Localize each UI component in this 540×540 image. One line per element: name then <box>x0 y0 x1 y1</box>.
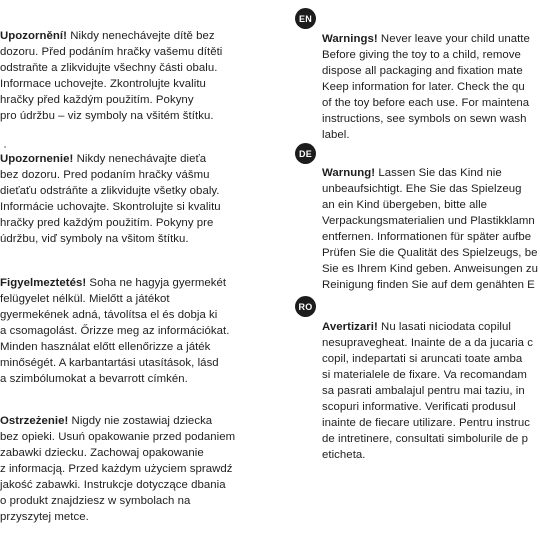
heading-hu: Figyelmeztetés! <box>0 277 87 289</box>
heading-de: Warnung! <box>322 167 376 179</box>
stray-dot <box>4 146 6 148</box>
warning-pl: Ostrzeżenie! Nigdy nie zostawiaj dziecka bez opieki. Usuń opakowanie przed podaniem zabawki dziecku. Zachowaj opakowanie z informacją. Przed każdym użyciem sprawdź jakość zabawki. Instrukcje dotyczące dbania o produkt znajdziesz w symbolach na przyszytej metce. <box>0 415 236 523</box>
heading-en: Warnings! <box>322 33 378 45</box>
warning-ro: Avertizari! Nu lasati niciodata copilul nesupravegheat. Inainte de a da jucaria c copil, indepartati si aruncati toate amba si materialele de fixare. Va recomandam sa pasrati ambalajul pentru mai taziu, in scopuri informative. Verificati produsul inainte de fiecare utilizare. Pentru instruc de intretinere, consultati simbolurile de p eticheta. <box>322 321 534 461</box>
heading-ro: Avertizari! <box>322 321 378 333</box>
warning-de: Warnung! Lassen Sie das Kind nie unbeaufsichtigt. Ehe Sie das Spielzeug an ein Kind übergeben, bitte alle Verpackungsmaterialien und Plastikklamn entfernen. Informationen für später aufbe Prüfen Sie die Qualität des Spielzeugs, be Sie es Ihrem Kind geben. Anweisungen zu Reinigung finden Sie auf dem genähten E <box>322 167 538 291</box>
warning-hu: Figyelmeztetés! Soha ne hagyja gyermekét felügyelet nélkül. Mielőtt a játékot gyermekének adná, távolítsa el és dobja ki a csomagolást. Őrizze meg az információkat. Minden használat előtt ellenőrizze a játék minőségét. A karbantartási utasítások, lásd a szimbólumokat a bevarrott címkén. <box>0 277 230 385</box>
heading-sk: Upozornenie! <box>0 153 74 165</box>
language-badge-ro: RO <box>295 296 316 317</box>
heading-cs: Upozornění! <box>0 30 67 42</box>
warning-sk: Upozornenie! Nikdy nenechávajte dieťa bez dozoru. Pred podaním hračky vášmu dieťaťu odstráňte a zlikvidujte všetky obaly. Informácie uchovajte. Skontrolujte si kvalitu hračky pred každým použitím. Pokyny pre údržbu, viď symboly na všitom štítku. <box>0 153 221 245</box>
warning-en: Warnings! Never leave your child unatte Before giving the toy to a child, remove dispose all packaging and fixation mate Keep information for later. Check the qu of the toy before each use. For maintena instructions, see symbols on sewn wash label. <box>322 33 530 141</box>
language-badge-en: EN <box>295 8 316 29</box>
language-badge-de: DE <box>295 143 316 164</box>
heading-pl: Ostrzeżenie! <box>0 415 69 427</box>
warning-cs: Upozornění! Nikdy nenechávejte dítě bez dozoru. Před podáním hračky vašemu dítěti odstraňte a zlikvidujte všechny části obalu. Informace uchovejte. Zkontrolujte kvalitu hračky před každým použitím. Pokyny pro údržbu – viz symboly na všitém štítku. <box>0 30 223 122</box>
